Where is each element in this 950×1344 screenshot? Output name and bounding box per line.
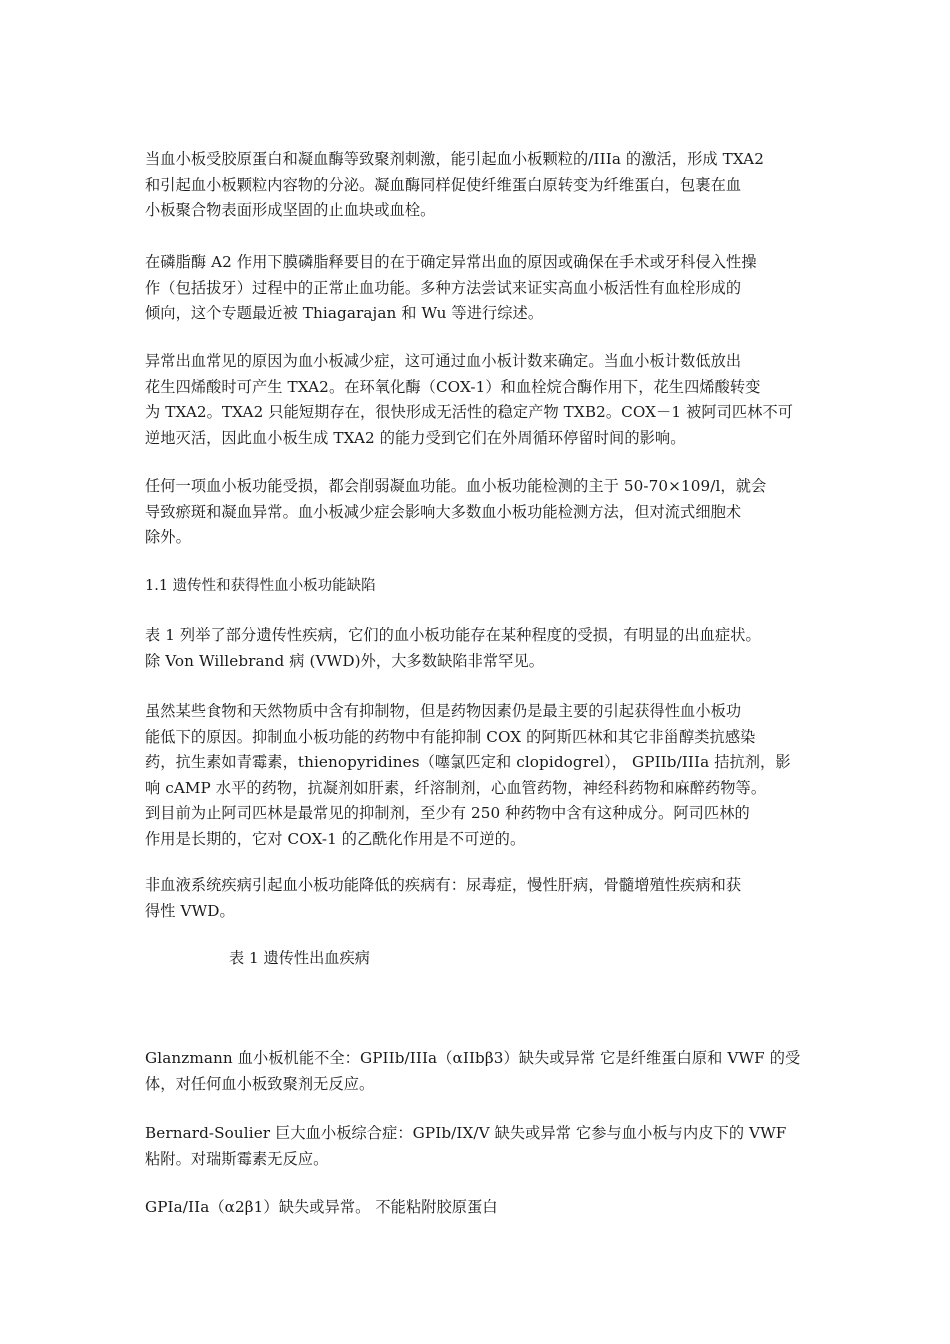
text-line: 粘附。对瑞斯霉素无反应。	[145, 1149, 329, 1168]
table-caption: 表 1 遗传性出血疾病	[229, 949, 370, 967]
text-line: 作用是长期的，它对 COX-1 的乙酰化作用是不可逆的。	[145, 829, 526, 848]
text-line: 体，对任何血小板致聚剂无反应。	[145, 1074, 375, 1093]
text-line: 为 TXA2。TXA2 只能短期存在，很快形成无活性的稳定产物 TXB2。COX－1 被阿司匹林不可	[145, 403, 794, 421]
table-entry-bernard-soulier	[145, 1121, 821, 1172]
table-entry-glanzmann	[145, 1046, 821, 1097]
text-line: 逆地灭活，因此血小板生成 TXA2 的能力受到它们在外周循环停留时间的影响。	[145, 428, 686, 447]
text-line: 得性 VWD。	[145, 901, 235, 920]
text-line: Glanzmann 血小板机能不全：GPIIb/IIIa（αIIbβ3）缺失或异常 它是纤维蛋白原和 VWF 的受	[145, 1049, 801, 1067]
text-line: 除外。	[145, 528, 191, 546]
text-line: 在磷脂酶 A2 作用下膜磷脂释要目的在于确定异常出血的原因或确保在手术或牙科侵入性操	[145, 253, 757, 271]
text-line: 倾向，这个专题最近被 Thiagarajan 和 Wu 等进行综述。	[145, 304, 544, 322]
text-line: 到目前为止阿司匹林是最常见的抑制剂，至少有 250 种药物中含有这种成分。阿司匹林的	[145, 804, 750, 822]
section-heading: 1.1 遗传性和获得性血小板功能缺陷	[145, 578, 376, 594]
text-line: 响 cAMP 水平的药物，抗凝剂如肝素，纤溶制剂，心血管药物，神经科药物和麻醉药物等。	[145, 778, 767, 797]
text-line: 导致瘀斑和凝血异常。血小板减少症会影响大多数血小板功能检测方法，但对流式细胞术	[145, 502, 742, 521]
paragraph-drug-factors	[145, 699, 821, 852]
text-line: 当血小板受胶原蛋白和凝血酶等致聚剂刺激，能引起血小板颗粒的/IIIa 的激活，形成 TXA2	[145, 150, 765, 168]
text-line: 异常出血常见的原因为血小板减少症，这可通过血小板计数来确定。当血小板计数低放出	[145, 352, 742, 370]
text-line: 小板聚合物表面形成坚固的止血块或血栓。	[145, 201, 436, 219]
text-line: 作（包括拔牙）过程中的正常止血功能。多种方法尝试来证实高血小板活性有血栓形成的	[145, 278, 742, 297]
paragraph-non-hematologic	[145, 873, 821, 924]
text-line: 和引起血小板颗粒内容物的分泌。凝血酶同样促使纤维蛋白原转变为纤维蛋白，包裹在血	[145, 175, 742, 194]
paragraph-thrombocytopenia	[145, 349, 821, 451]
paragraph-phospholipase	[145, 250, 821, 327]
text-line: 能低下的原因。抑制血小板功能的药物中有能抑制 COX 的阿斯匹林和其它非甾醇类抗感染	[145, 727, 756, 746]
text-line: 非血液系统疾病引起血小板功能降低的疾病有：尿毒症，慢性肝病，骨髓增殖性疾病和获	[145, 876, 742, 894]
text-line: Bernard-Soulier 巨大血小板综合症：GPIb/IX/V 缺失或异常 它参与血小板与内皮下的 VWF	[145, 1124, 787, 1142]
text-line: GPIa/IIa（α2β1）缺失或异常。 不能粘附胶原蛋白	[145, 1198, 498, 1216]
table-entry-gpia-iia	[145, 1195, 821, 1221]
text-line: 除 Von Willebrand 病 (VWD)外，大多数缺陷非常罕见。	[145, 651, 545, 670]
text-line: 花生四烯酸时可产生 TXA2。在环氧化酶（COX-1）和血栓烷合酶作用下，花生四烯酸转变	[145, 377, 761, 396]
paragraph-platelet-function	[145, 474, 821, 551]
paragraph-table-intro	[145, 623, 821, 674]
paragraph-platelet-activation	[145, 147, 821, 224]
text-line: 药，抗生素如青霉素，thienopyridines（噻氯匹定和 clopidogrel）， GPIIb/IIIa 拮抗剂，影	[145, 753, 791, 771]
text-line: 虽然某些食物和天然物质中含有抑制物，但是药物因素仍是最主要的引起获得性血小板功	[145, 702, 742, 720]
text-line: 表 1 列举了部分遗传性疾病，它们的血小板功能存在某种程度的受损，有明显的出血症状。	[145, 626, 761, 644]
text-line: 任何一项血小板功能受损，都会削弱凝血功能。血小板功能检测的主于 50-70×109/l，就会	[145, 477, 767, 495]
